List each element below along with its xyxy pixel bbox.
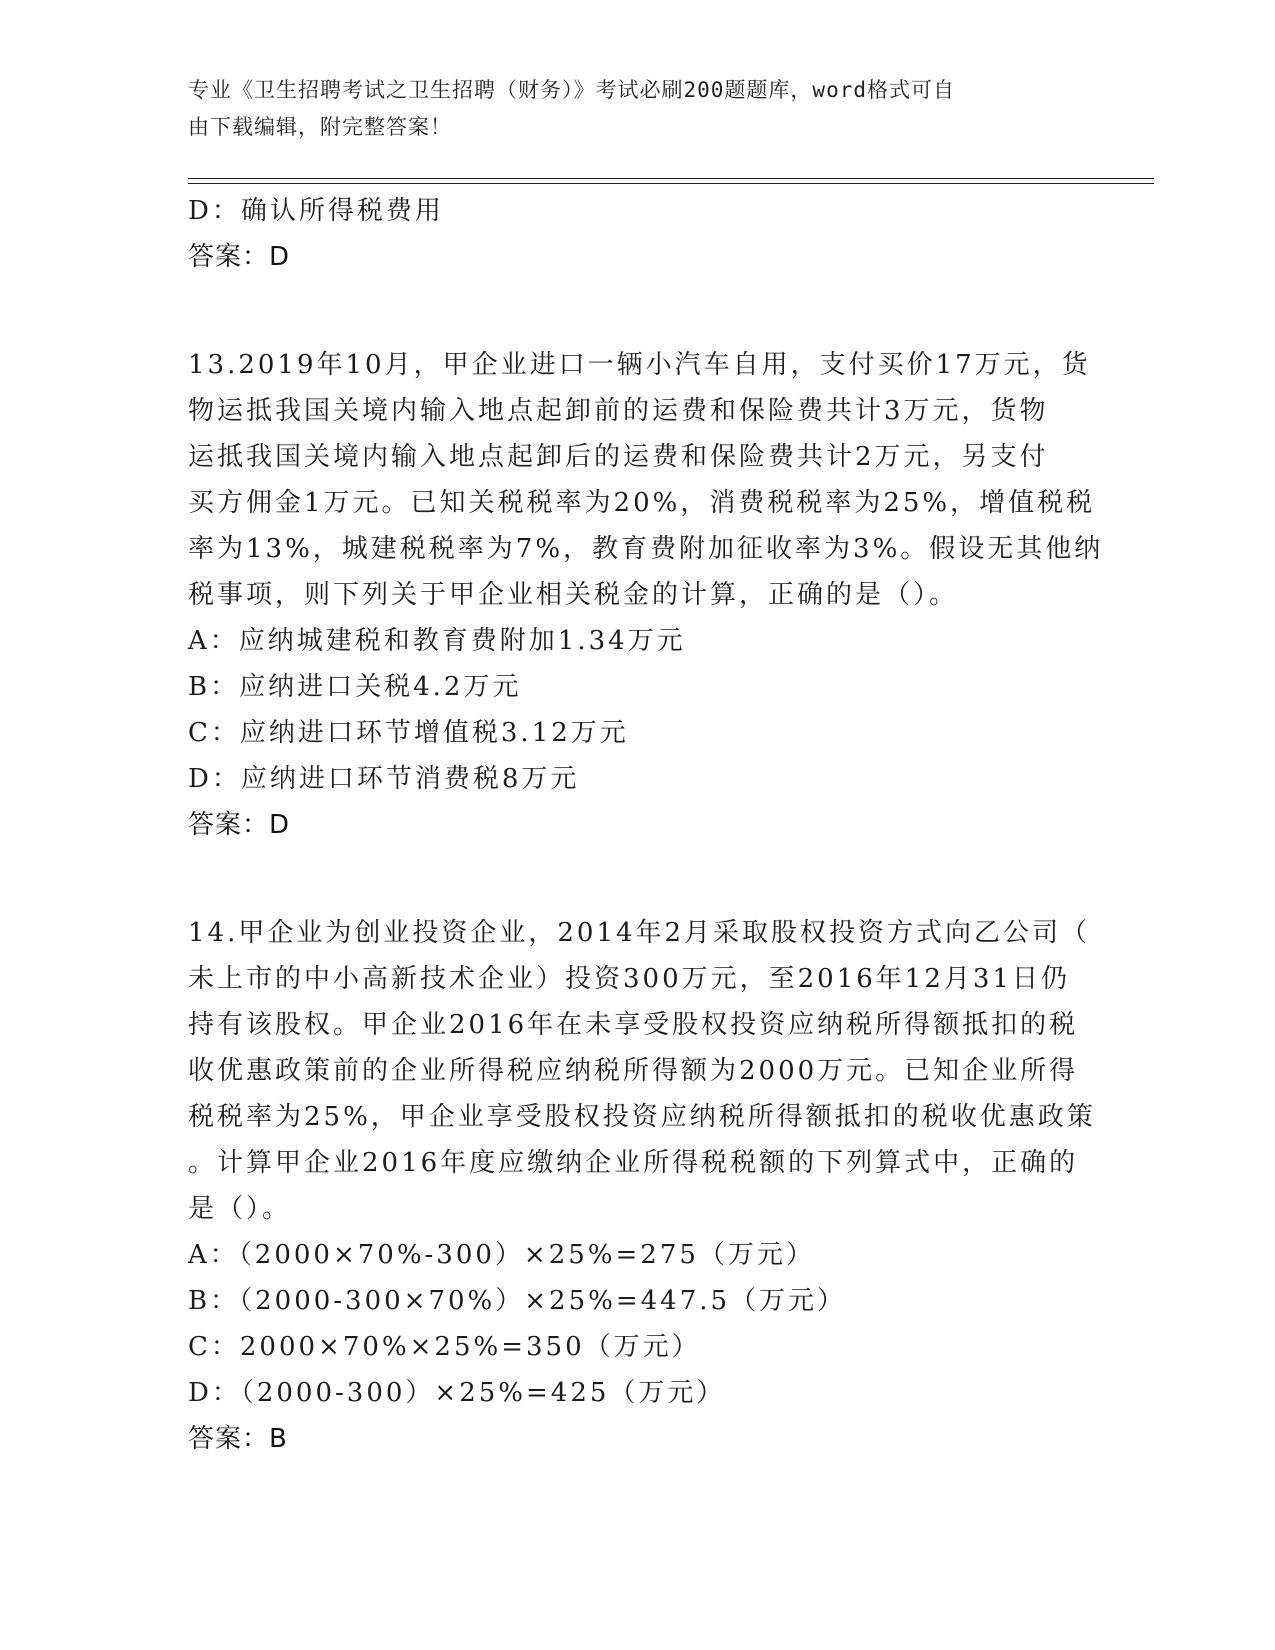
option-a: A：应纳城建税和教育费附加1.34万元 [188, 626, 686, 656]
question-text-line: 率为13%，城建税税率为7%，教育费附加征收率为3%。假设无其他纳 [188, 534, 1104, 564]
answer: 答案：D [188, 810, 291, 840]
question-text-line: 物运抵我国关境内输入地点起卸前的运费和保险费共计3万元，货物 [188, 396, 1049, 426]
question-text-line: 是（）。 [188, 1194, 292, 1224]
answer: 答案：D [188, 242, 291, 272]
question-text-line: 。计算甲企业2016年度应缴纳企业所得税税额的下列算式中，正确的 [188, 1148, 1079, 1178]
option-d: D：确认所得税费用 [188, 196, 444, 226]
question-12-tail [188, 188, 1088, 280]
option-c: C：应纳进口环节增值税3.12万元 [188, 718, 629, 748]
option-d: D：应纳进口环节消费税8万元 [188, 764, 580, 794]
option-c: C：2000×70%×25%=350（万元） [188, 1332, 701, 1362]
answer: 答案：B [188, 1424, 288, 1454]
question-text-line: 持有该股权。甲企业2016年在未享受股权投资应纳税所得额抵扣的税 [188, 1010, 1079, 1040]
question-text-line: 14.甲企业为创业投资企业，2014年2月采取股权投资方式向乙公司（ [188, 918, 1091, 948]
question-text-line: 13.2019年10月，甲企业进口一辆小汽车自用，支付买价17万元，货 [188, 350, 1091, 380]
header-rule-bottom [188, 183, 1154, 184]
question-13 [188, 342, 1104, 848]
question-text-line: 买方佣金1万元。已知关税税率为20%，消费税税率为25%，增值税税 [188, 488, 1096, 518]
question-text-line: 税事项，则下列关于甲企业相关税金的计算，正确的是（）。 [188, 580, 959, 610]
question-text-line: 运抵我国关境内输入地点起卸后的运费和保险费共计2万元，另支付 [188, 442, 1049, 472]
document-body [188, 188, 1104, 1462]
option-b: B：应纳进口关税4.2万元 [188, 672, 522, 702]
question-text-line: 收优惠政策前的企业所得税应纳税所得额为2000万元。已知企业所得 [188, 1056, 1079, 1086]
question-text-line: 税税率为25%，甲企业享受股权投资应纳税所得额抵扣的税收优惠政策 [188, 1102, 1096, 1132]
option-a: A：（2000×70%-300）×25%=275（万元） [188, 1240, 815, 1270]
document-header [188, 72, 1068, 146]
question-14 [188, 910, 1096, 1462]
header-line-1: 专业《卫生招聘考试之卫生招聘（财务）》考试必刷200题题库，word格式可自 [188, 78, 955, 102]
header-rule-top [188, 178, 1154, 179]
question-text-line: 未上市的中小高新技术企业）投资300万元，至2016年12月31日仍 [188, 964, 1070, 994]
option-b: B：（2000-300×70%）×25%=447.5（万元） [188, 1286, 847, 1316]
header-line-2: 由下载编辑，附完整答案！ [188, 115, 452, 139]
option-d: D：（2000-300）×25%=425（万元） [188, 1378, 726, 1408]
